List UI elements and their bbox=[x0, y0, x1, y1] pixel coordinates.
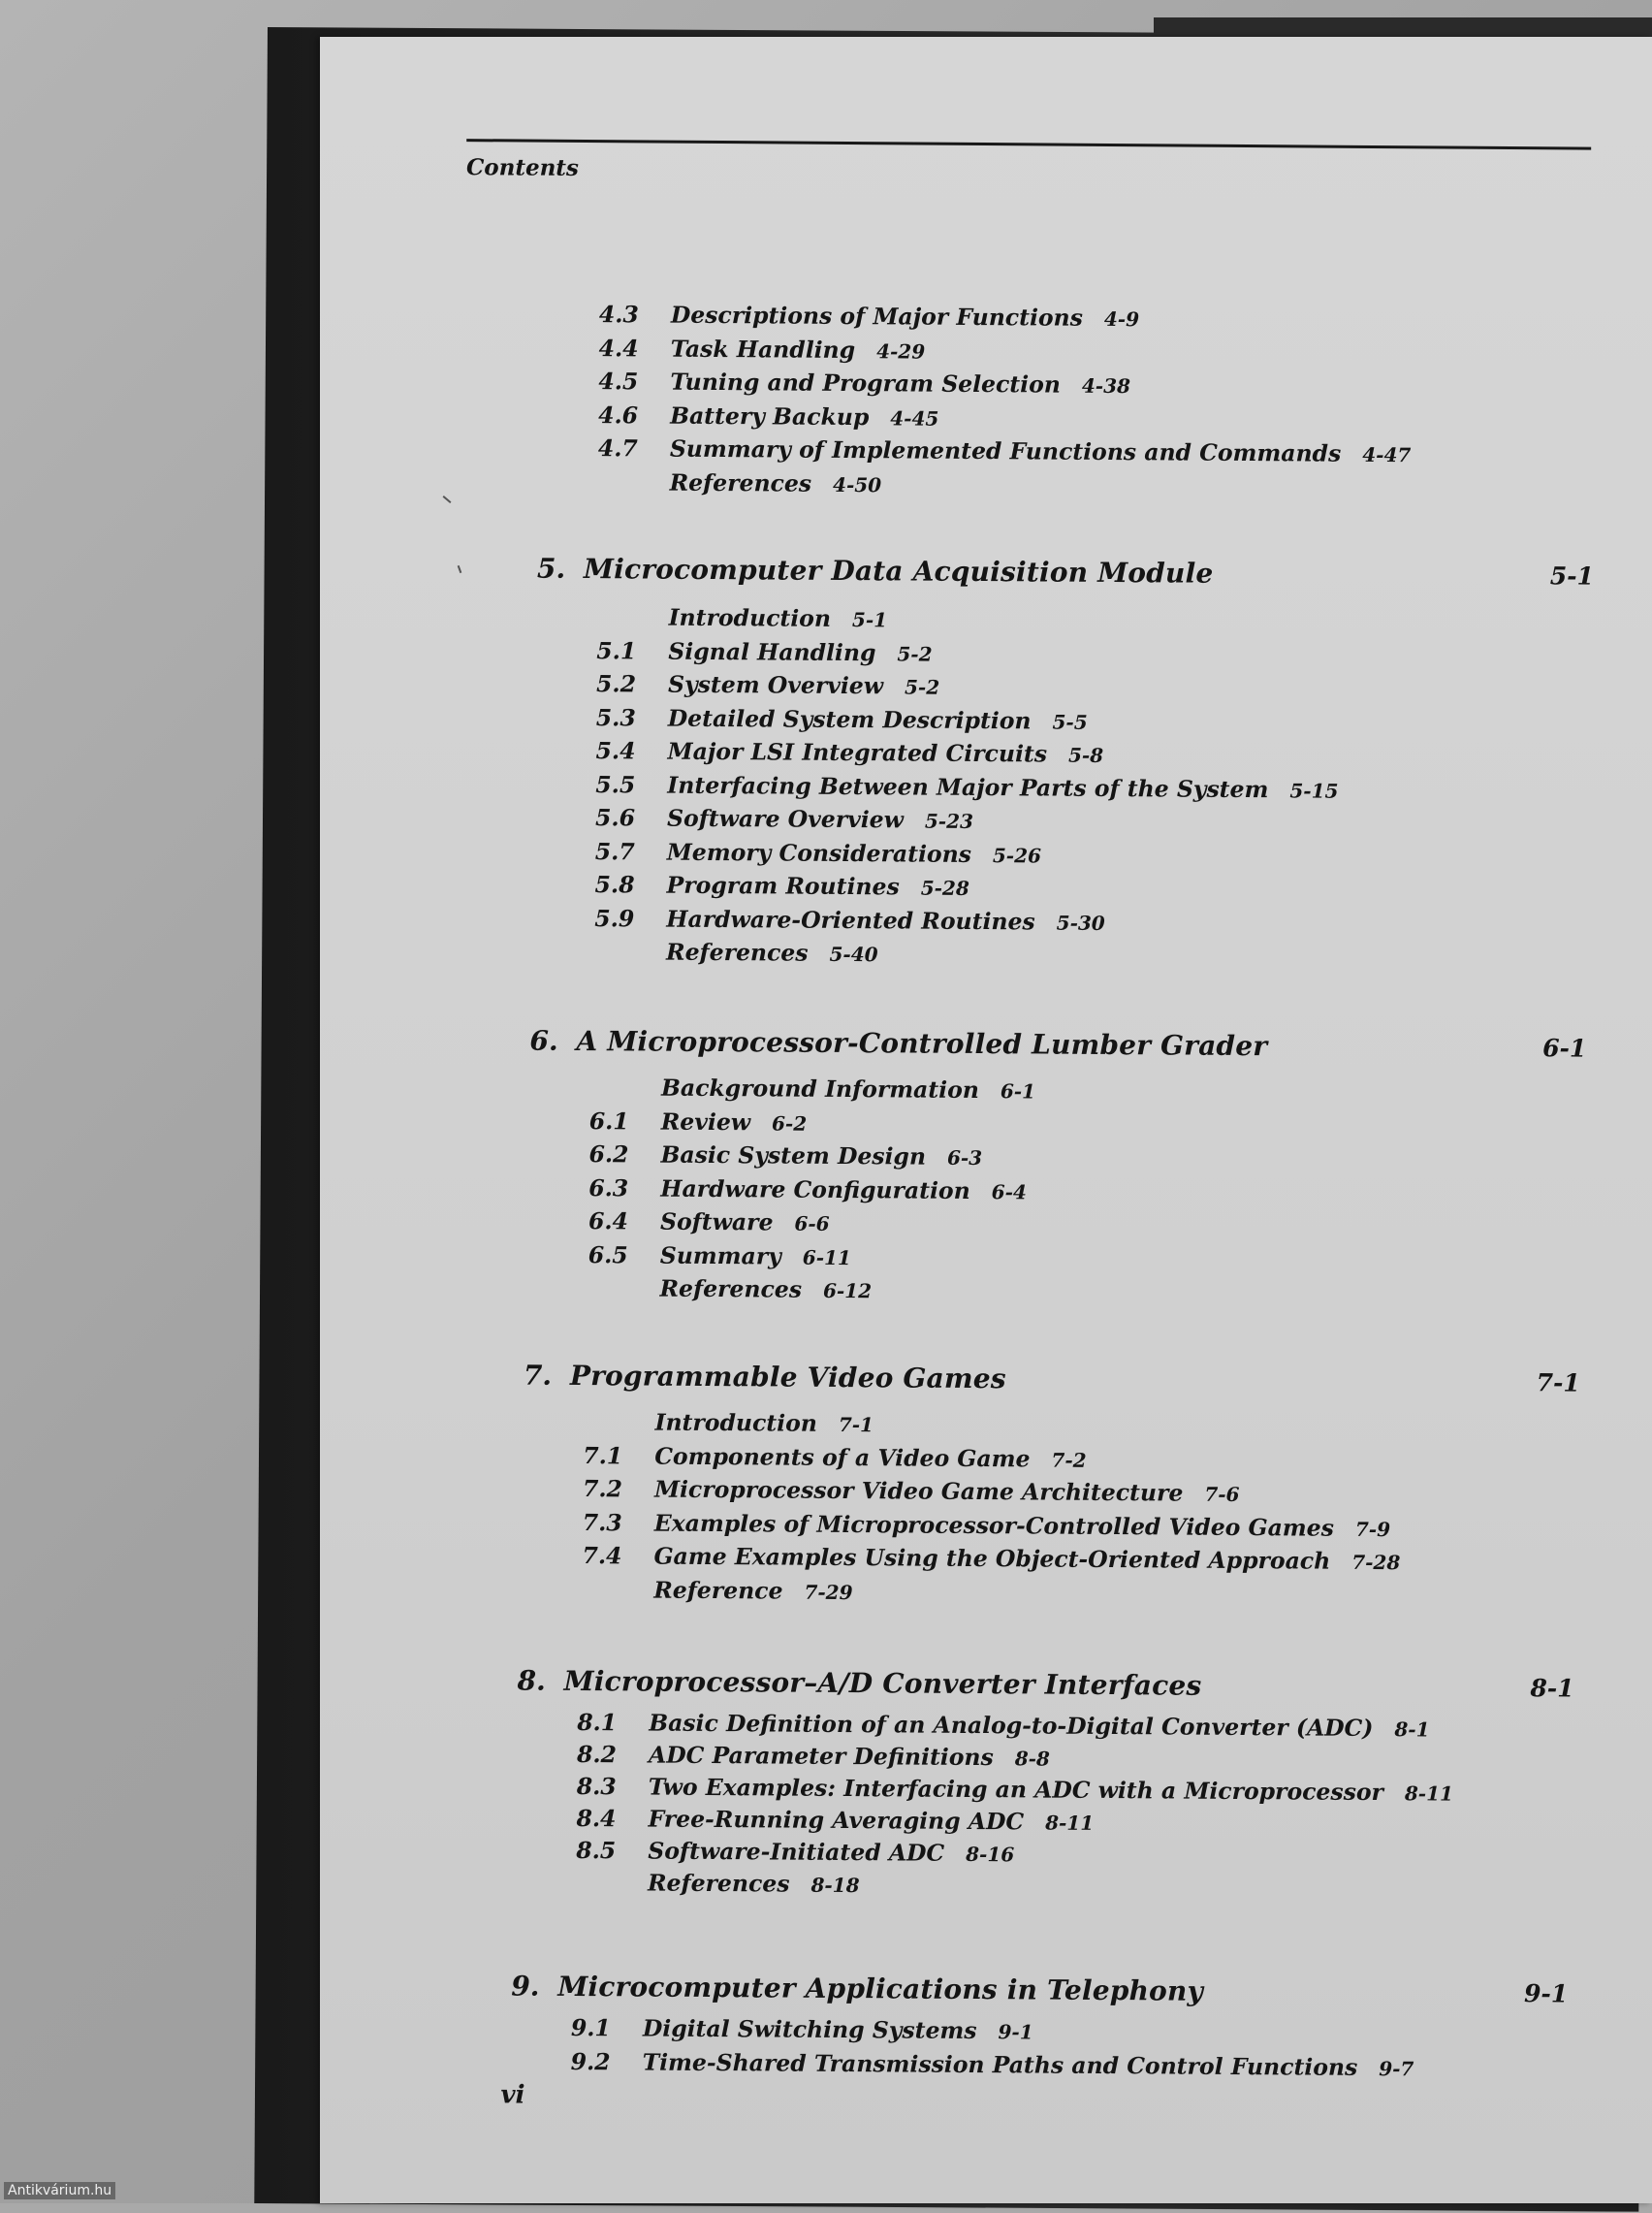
section-page-number: 8-1 bbox=[1394, 1717, 1429, 1741]
section-page-number: 8-16 bbox=[966, 1843, 1014, 1866]
section-title-text: References bbox=[666, 939, 809, 967]
chapter-title: Microcomputer Applications in Telephony bbox=[557, 1971, 1203, 2007]
section-title bbox=[661, 1107, 808, 1136]
section-title-text: References bbox=[648, 1870, 790, 1898]
section-title-text: Game Examples Using the Object-Oriented Approach bbox=[653, 1543, 1330, 1575]
section-page-number: 4-29 bbox=[876, 339, 925, 363]
section-title-text: Hardware-Oriented Routines bbox=[666, 905, 1035, 935]
section-title-text: Background Information bbox=[661, 1074, 979, 1104]
chapter-heading[interactable] bbox=[517, 1665, 1573, 1712]
section-title bbox=[670, 435, 1412, 468]
section-title bbox=[670, 468, 882, 497]
section-title-text: Interfacing Between Major Parts of the System bbox=[667, 771, 1268, 803]
section-page-number: 5-2 bbox=[897, 642, 932, 665]
section-title bbox=[649, 1742, 1050, 1772]
section-number: 7.4 bbox=[582, 1542, 621, 1569]
chapter-title: Microcomputer Data Acquisition Module bbox=[584, 553, 1214, 590]
section-title bbox=[669, 604, 888, 633]
section-title-text: Detailed System Description bbox=[668, 704, 1032, 734]
section-title bbox=[643, 2014, 1033, 2044]
section-number: 9.1 bbox=[571, 2014, 611, 2041]
section-title bbox=[671, 335, 926, 364]
section-title bbox=[660, 1141, 982, 1171]
section-title bbox=[654, 1476, 1240, 1507]
section-title-text: Software Overview bbox=[667, 805, 904, 834]
section-title bbox=[667, 771, 1338, 803]
section-page-number: 5-23 bbox=[925, 810, 973, 833]
header-rule bbox=[466, 139, 1591, 150]
section-title-text: Reference bbox=[653, 1576, 782, 1604]
section-title-text: Descriptions of Major Functions bbox=[671, 302, 1083, 332]
section-title bbox=[661, 1074, 1035, 1105]
section-page-number: 5-2 bbox=[905, 675, 939, 698]
section-title-text: Microprocessor Video Game Architecture bbox=[654, 1476, 1184, 1507]
section-title bbox=[648, 1806, 1094, 1836]
section-page-number: 9-7 bbox=[1379, 2057, 1414, 2080]
section-number: 6.2 bbox=[588, 1140, 628, 1168]
section-number: 6.1 bbox=[589, 1107, 629, 1135]
section-title bbox=[668, 637, 932, 666]
section-title bbox=[659, 1275, 872, 1304]
section-title bbox=[643, 2048, 1414, 2081]
section-title bbox=[654, 1409, 874, 1438]
section-title-text: Task Handling bbox=[671, 335, 856, 363]
chapter-page-number: 6-1 bbox=[1542, 1034, 1586, 1062]
section-page-number: 5-40 bbox=[829, 943, 877, 966]
section-number: 5.1 bbox=[596, 637, 636, 664]
section-title bbox=[660, 1241, 851, 1269]
section-title-text: Software bbox=[660, 1208, 774, 1236]
section-title-text: Review bbox=[661, 1107, 750, 1136]
section-title-text: Hardware Configuration bbox=[660, 1174, 970, 1203]
chapter-page-number: 9-1 bbox=[1524, 1979, 1568, 2007]
section-title-text: Summary of Implemented Functions and Commands bbox=[670, 435, 1342, 467]
section-title-text: Program Routines bbox=[666, 872, 899, 901]
chapter-title: A Microprocessor-Controlled Lumber Grader bbox=[576, 1025, 1267, 1062]
chapter-heading[interactable] bbox=[511, 1971, 1568, 2017]
chapter-heading[interactable] bbox=[529, 1025, 1586, 1072]
section-title-text: Introduction bbox=[654, 1409, 817, 1437]
section-page-number: 5-5 bbox=[1052, 710, 1087, 733]
section-title-text: System Overview bbox=[668, 671, 883, 700]
section-page-number: 7-28 bbox=[1351, 1551, 1400, 1574]
section-page-number: 5-28 bbox=[921, 877, 969, 900]
chapter-number: 6. bbox=[529, 1025, 557, 1057]
section-number: 5.9 bbox=[594, 905, 634, 932]
section-title bbox=[654, 1442, 1087, 1472]
section-title bbox=[671, 302, 1139, 333]
section-number: 4.5 bbox=[598, 368, 638, 395]
section-title bbox=[670, 401, 938, 431]
section-number: 5.4 bbox=[596, 737, 636, 764]
chapter-page-number: 8-1 bbox=[1530, 1674, 1573, 1702]
section-page-number: 6-6 bbox=[794, 1212, 829, 1235]
section-title bbox=[653, 1576, 852, 1605]
section-number: 6.4 bbox=[588, 1207, 628, 1235]
section-title-text: Basic System Design bbox=[660, 1141, 926, 1171]
section-number: 8.3 bbox=[577, 1773, 617, 1800]
section-title-text: References bbox=[670, 468, 812, 497]
section-title bbox=[666, 939, 878, 968]
section-title bbox=[649, 1774, 1453, 1807]
section-number: 9.2 bbox=[571, 2048, 611, 2075]
section-number: 5.7 bbox=[595, 838, 635, 865]
section-page-number: 6-4 bbox=[992, 1180, 1027, 1203]
section-title bbox=[653, 1543, 1400, 1576]
section-page-number: 5-26 bbox=[993, 844, 1041, 867]
section-number: 4.7 bbox=[598, 434, 638, 462]
section-title-text: Summary bbox=[660, 1241, 781, 1269]
chapter-page-number: 7-1 bbox=[1537, 1368, 1580, 1396]
section-title-text: Components of a Video Game bbox=[654, 1442, 1030, 1472]
section-title-text: Memory Considerations bbox=[667, 838, 971, 867]
section-title bbox=[660, 1174, 1027, 1204]
chapter-number: 7. bbox=[524, 1360, 552, 1392]
section-title bbox=[668, 671, 939, 700]
section-page-number: 4-45 bbox=[890, 406, 938, 430]
site-watermark: Antikvárium.hu bbox=[4, 2182, 115, 2199]
section-title bbox=[670, 369, 1130, 399]
section-page-number: 8-18 bbox=[810, 1874, 859, 1897]
section-page-number: 6-12 bbox=[823, 1279, 872, 1302]
section-number: 4.6 bbox=[598, 401, 638, 429]
section-title-text: References bbox=[659, 1275, 802, 1303]
section-number: 8.5 bbox=[576, 1837, 616, 1864]
chapter-heading[interactable] bbox=[537, 553, 1594, 599]
section-page-number: 7-6 bbox=[1204, 1483, 1239, 1506]
section-number: 6.3 bbox=[588, 1174, 628, 1202]
chapter-title: Microprocessor–A/D Converter Interfaces bbox=[563, 1665, 1201, 1702]
section-number: 8.1 bbox=[577, 1709, 617, 1736]
section-page-number: 6-2 bbox=[772, 1111, 807, 1135]
section-title-text: Introduction bbox=[669, 604, 832, 632]
section-title-text: Major LSI Integrated Circuits bbox=[668, 738, 1048, 768]
book-page bbox=[320, 37, 1652, 2203]
page-folio: vi bbox=[500, 2080, 524, 2109]
section-number: 5.3 bbox=[596, 704, 636, 731]
section-number: 4.4 bbox=[599, 335, 639, 362]
section-number: 7.3 bbox=[583, 1509, 622, 1536]
page-content bbox=[304, 37, 1652, 2213]
section-page-number: 4-9 bbox=[1104, 307, 1139, 331]
section-title bbox=[648, 1870, 860, 1899]
section-page-number: 6-11 bbox=[803, 1245, 851, 1268]
section-number: 8.4 bbox=[576, 1805, 616, 1832]
section-title-text: Two Examples: Interfacing an ADC with a Microprocessor bbox=[649, 1774, 1383, 1807]
section-title bbox=[648, 1838, 1014, 1868]
chapter-number: 8. bbox=[517, 1665, 545, 1697]
section-number: 6.5 bbox=[588, 1241, 628, 1268]
section-number: 5.6 bbox=[595, 804, 635, 831]
section-number: 5.8 bbox=[594, 871, 634, 898]
section-title bbox=[668, 704, 1088, 734]
section-number: 5.2 bbox=[596, 670, 636, 697]
section-page-number: 4-47 bbox=[1362, 443, 1411, 466]
section-number: 7.2 bbox=[583, 1475, 622, 1502]
chapter-page-number: 5-1 bbox=[1550, 561, 1594, 590]
section-title-text: Basic Definition of an Analog-to-Digital Converter (ADC) bbox=[649, 1710, 1373, 1742]
section-title bbox=[667, 838, 1041, 868]
section-page-number: 5-8 bbox=[1068, 744, 1103, 767]
section-title-text: Battery Backup bbox=[670, 401, 869, 431]
section-page-number: 6-3 bbox=[947, 1146, 982, 1170]
section-page-number: 9-1 bbox=[998, 2020, 1032, 2043]
section-number: 4.3 bbox=[599, 301, 639, 328]
section-title bbox=[666, 905, 1105, 935]
running-header: Contents bbox=[466, 154, 579, 181]
section-number: 8.2 bbox=[577, 1741, 617, 1768]
section-title-text: ADC Parameter Definitions bbox=[649, 1742, 994, 1772]
chapter-heading[interactable] bbox=[524, 1360, 1580, 1406]
section-title-text: Digital Switching Systems bbox=[643, 2014, 977, 2044]
section-page-number: 4-38 bbox=[1082, 374, 1130, 398]
section-page-number: 7-1 bbox=[839, 1413, 874, 1436]
section-title bbox=[654, 1509, 1390, 1542]
section-page-number: 8-11 bbox=[1045, 1812, 1094, 1835]
section-page-number: 7-29 bbox=[804, 1580, 852, 1603]
chapter-number: 5. bbox=[537, 553, 565, 585]
section-title bbox=[667, 805, 973, 834]
section-title bbox=[668, 738, 1104, 768]
section-page-number: 7-2 bbox=[1051, 1448, 1086, 1471]
chapter-title: Programmable Video Games bbox=[570, 1360, 1006, 1395]
chapter-number: 9. bbox=[511, 1971, 539, 2003]
section-title-text: Signal Handling bbox=[668, 637, 875, 666]
section-number: 5.5 bbox=[595, 771, 635, 798]
section-title-text: Examples of Microprocessor-Controlled Video Games bbox=[654, 1509, 1334, 1541]
section-page-number: 5-1 bbox=[852, 608, 887, 631]
section-title bbox=[649, 1710, 1430, 1743]
section-page-number: 6-1 bbox=[1001, 1079, 1035, 1103]
section-page-number: 5-15 bbox=[1289, 779, 1338, 802]
section-page-number: 5-30 bbox=[1057, 911, 1105, 934]
section-page-number: 7-9 bbox=[1355, 1517, 1390, 1540]
section-title-text: Software-Initiated ADC bbox=[648, 1838, 944, 1867]
section-title bbox=[666, 872, 969, 901]
section-title-text: Time-Shared Transmission Paths and Control Functions bbox=[643, 2048, 1358, 2080]
section-number: 7.1 bbox=[583, 1442, 622, 1469]
section-page-number: 8-11 bbox=[1405, 1781, 1453, 1805]
section-title-text: Free-Running Averaging ADC bbox=[648, 1806, 1024, 1836]
section-page-number: 8-8 bbox=[1015, 1747, 1050, 1770]
section-title-text: Tuning and Program Selection bbox=[670, 369, 1061, 399]
section-page-number: 4-50 bbox=[833, 472, 881, 496]
section-title bbox=[660, 1208, 830, 1236]
